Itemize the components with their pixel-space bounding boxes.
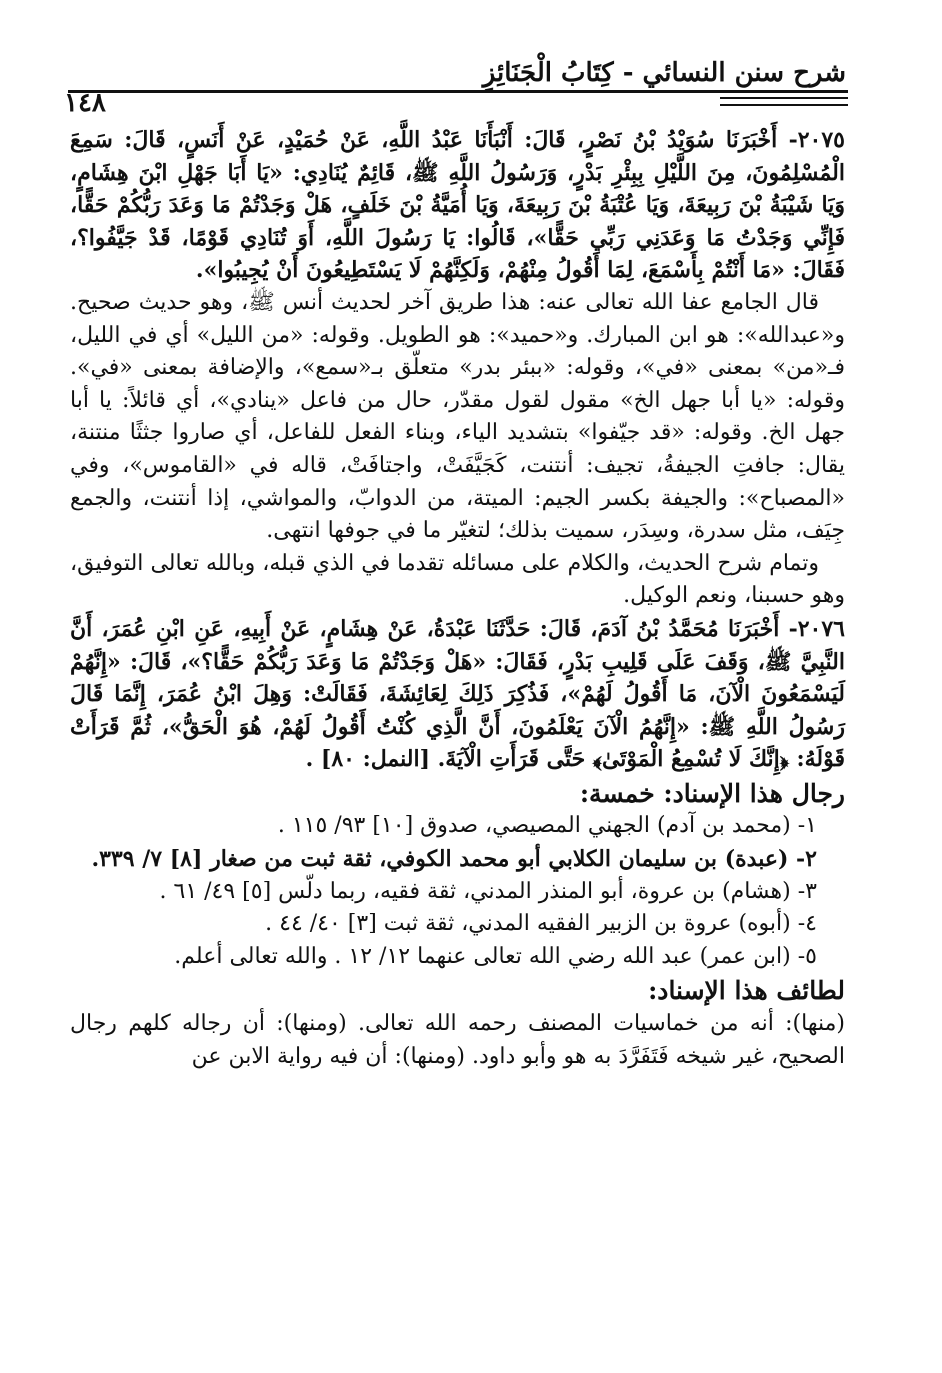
commentary-paragraph-2: وتمام شرح الحديث، والكلام على مسائله تقدما في الذي قبله، وبالله تعالى التوفيق، وهو حسبنا، ونعم الوكيل.: [70, 550, 845, 609]
page-number-rule-top: [720, 97, 848, 99]
heading-narrators: رجال هذا الإسناد: خمسة:: [579, 778, 845, 808]
narrator-item: ٥- (ابن عمر) عبد الله رضي الله تعالى عنهما ١٢/ ١٢ . والله تعالى أعلم.: [174, 943, 817, 969]
running-title: شرح سنن النسائي - كِتَابُ الْجَنَائِزِ: [482, 58, 846, 88]
hadith-2076: ٢٠٧٦- أَخْبَرَنَا مُحَمَّدُ بْنُ آدَمَ، قَالَ: حَدَّثَنَا عَبْدَةُ، عَنْ هِشَامٍ، عَنْ أَبِيهِ، عَنِ ابْنِ عُمَرَ، أَنَّ النَّبِيَّ ﷺ، وَقَفَ عَلَى قَلِيبِ بَدْرٍ، فَقَالَ: «هَلْ وَجَدْتُمْ مَا وَعَدَ رَبُّكُمْ حَقًّا؟»، قَالَ: «إِنَّهُمْ لَيَسْمَعُونَ الْآنَ، مَا أَقُولُ لَهُمْ»، فَذُكِرَ ذَلِكَ لِعَائِشَةَ، فَقَالَتْ: وَهِلَ ابْنُ عُمَرَ، إِنَّمَا قَالَ رَسُولُ اللَّهِ ﷺ: «إِنَّهُمُ الْآنَ يَعْلَمُونَ، أَنَّ الَّذِي كُنْتُ أَقُولُ لَهُمْ، هُوَ الْحَقُّ»، ثُمَّ قَرَأَتْ قَوْلَهُ: ﴿إِنَّكَ لَا تُسْمِعُ الْمَوْتَىٰ﴾ حَتَّى قَرَأَتِ الْآيَةَ. [النمل: ٨٠] .: [70, 615, 845, 773]
hadith-2075: ٢٠٧٥- أَخْبَرَنَا سُوَيْدُ بْنُ نَصْرٍ، قَالَ: أَنْبَأَنَا عَبْدُ اللَّهِ، عَنْ حُمَيْدٍ، عَنْ أَنَسٍ، قَالَ: سَمِعَ الْمُسْلِمُونَ، مِنَ اللَّيْلِ بِبِئْرِ بَدْرٍ، وَرَسُولُ اللَّهِ ﷺ، قَائِمٌ يُنَادِي: «يَا أَبَا جَهْلِ ابْنَ هِشَامٍ، وَيَا شَيْبَةُ بْنَ رَبِيعَةَ، وَيَا عُتْبَةُ بْنَ رَبِيعَةَ، وَيَا أُمَيَّةُ بْنَ خَلَفٍ، هَلْ وَجَدْتُمْ مَا وَعَدَ رَبُّكُمْ حَقًّا، فَإِنِّي وَجَدْتُ مَا وَعَدَنِي رَبِّي حَقًّا»، قَالُوا: يَا رَسُولَ اللَّهِ، أَوَ تُنَادِي قَوْمًا، قَدْ جَيَّفُوا؟، فَقَالَ: «مَا أَنْتُمْ بِأَسْمَعَ، لِمَا أَقُولُ مِنْهُمْ، وَلَكِنَّهُمْ لَا يَسْتَطِيعُونَ أَنْ يُجِيبُوا».: [70, 127, 845, 284]
page-number: ١٤٨: [64, 88, 106, 118]
narrator-item: ٣- (هشام) بن عروة، أبو المنذر المدني، ثقة فقيه، ربما دلّس [٥] ٤٩/ ٦١ .: [159, 878, 817, 904]
commentary-paragraph-1: قال الجامع عفا الله تعالى عنه: هذا طريق آخر لحديث أنس ﷺ، وهو حديث صحيح. و«عبدالله»: هو ابن المبارك. و«حميد»: هو الطويل. وقوله: «من الليل» أي في الليل، فـ«من» بمعنى «في»، وقوله: «ببئر بدر» متعلّق بـ«سمع»، والإضافة بمعنى «في». وقوله: «يا أبا جهل الخ» مقول لقول مقدّر، حال من فاعل «ينادي»، أي قائلاً: يا أبا جهل الخ. وقوله: «قد جيّفوا» بتشديد الياء، وبناء الفعل للفاعل، أي صاروا جثثًا منتنة، يقال: جافتِ الجيفةُ، تجيف: أنتنت، كَجَيَّفَتْ، واجتافَتْ، قاله في «القاموس»، وفي «المصباح»: والجيفة بكسر الجيم: الميتة، من الدوابّ، والمواشي، إذا أنتنت، والجمع جِيَف، مثل سدرة، وسِدَر، سميت بذلك؛ لتغيّر ما في جوفها انتهى.: [70, 289, 845, 544]
narrator-item: ٤- (أبوه) عروة بن الزبير الفقيه المدني، ثقة ثبت [٣] ٤٠/ ٤٤ .: [265, 911, 817, 937]
heading-subtleties: لطائف هذا الإسناد:: [648, 976, 845, 1006]
narrator-item: ٢- (عبدة) بن سليمان الكلابي أبو محمد الكوفي، ثقة ثبت من صغار [٨] ٧/ ٣٣٩.: [91, 846, 817, 873]
page-number-rule-bottom: [720, 104, 848, 106]
subtleties-paragraph: (منها): أنه من خماسيات المصنف رحمه الله تعالى. (ومنها): أن رجاله كلهم رجال الصحيح، غير شيخه فَتَفَرَّدَ به هو وأبو داود. (ومنها): أن فيه رواية الابن عن: [70, 1011, 845, 1069]
main-text: [70, 124, 845, 1073]
narrator-item: ١- (محمد بن آدم) الجهني المصيصي، صدوق [١٠] ٩٣/ ١١٥ .: [277, 813, 817, 839]
